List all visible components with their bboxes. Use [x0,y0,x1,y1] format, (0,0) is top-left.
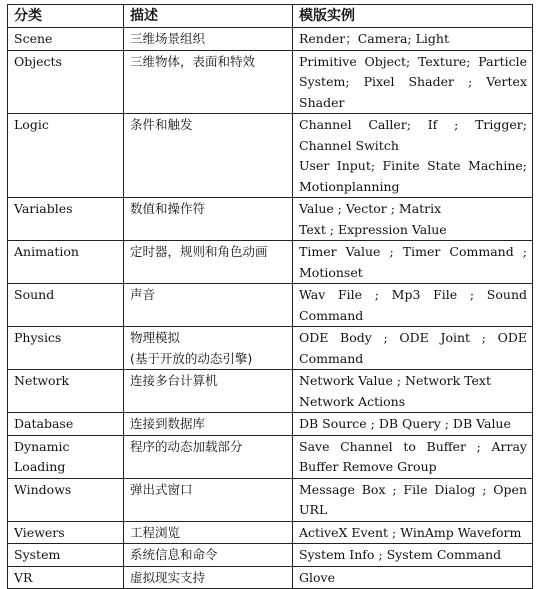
table-row [8,544,533,567]
examples-line: DB Source ; DB Query ; DB Value [299,416,511,431]
examples-cell [293,114,533,198]
examples-line: ActiveX Event ; WinAmp Waveform [299,524,522,540]
description-cell [124,284,293,327]
description-cell [124,370,293,413]
examples-cell [293,566,533,589]
description-cell [124,50,293,114]
table-body [8,28,533,589]
description-line: 三维场景组织 [130,31,206,46]
examples-line: System Info ; System Command [299,547,502,562]
description-cell [124,413,293,436]
examples-cell [293,413,533,436]
table-row [8,284,533,327]
examples-cell [293,50,533,114]
examples-line: Timer Value ; Timer Command ; Motionset [299,244,527,280]
category-cell: Animation [8,241,124,284]
table-row [8,370,533,413]
description-cell [124,241,293,284]
examples-line: Primitive Object; Texture; Particle System; Pixel Shader ; Vertex Shader [299,53,527,110]
examples-line: Value ; Vector ; Matrix [299,201,442,216]
examples-line: Network Actions [299,393,406,409]
header-row [8,5,533,28]
category-cell: VR [8,566,124,589]
examples-line: Channel Caller; If ; Trigger; Channel Switch [299,117,527,153]
description-cell [124,544,293,567]
category-cell: Logic [8,114,124,198]
description-line: (基于开放的动态引擎) [130,350,253,366]
description-cell [124,478,293,521]
description-line: 声音 [130,287,156,302]
examples-cell [293,241,533,284]
examples-line: Save Channel to Buffer ; Array Buffer Remove Group [299,438,527,474]
description-cell [124,521,293,544]
category-cell: Variables [8,198,124,241]
examples-line: Message Box ; File Dialog ; Open URL [299,481,527,517]
category-cell: Database [8,413,124,436]
table-row [8,435,533,478]
examples-line: Wav File ; Mp3 File ; Sound Command [299,287,527,323]
examples-line: Text ; Expression Value [299,221,447,237]
table-row [8,413,533,436]
description-cell [124,435,293,478]
description-line: 条件和触发 [130,117,193,132]
description-line: 连接到数据库 [130,416,206,431]
category-cell: Objects [8,50,124,114]
examples-line: ODE Body ; ODE Joint ; ODE Command [299,330,527,366]
category-cell: System [8,544,124,567]
table-row [8,327,533,370]
table-row [8,28,533,51]
header-category: 分类 [8,5,124,28]
examples-cell [293,198,533,241]
examples-cell [293,370,533,413]
examples-cell [293,284,533,327]
category-cell: Dynamic Loading [8,435,124,478]
examples-cell [293,544,533,567]
examples-cell [293,327,533,370]
examples-cell [293,521,533,544]
examples-line: Render；Camera; Light [299,31,449,46]
description-line: 定时器，规则和角色动画 [130,244,268,259]
description-line: 连接多台计算机 [130,373,218,388]
header-examples: 模版实例 [293,5,533,28]
description-cell [124,198,293,241]
description-cell [124,566,293,589]
description-cell [124,114,293,198]
category-cell: Physics [8,327,124,370]
table-container [7,4,532,589]
description-cell [124,327,293,370]
category-cell: Scene [8,28,124,51]
header-description: 描述 [124,5,293,28]
examples-line: User Input; Finite State Machine; Motionplanning [299,158,527,194]
description-line: 系统信息和命令 [130,547,218,562]
table-row [8,521,533,544]
examples-line: Network Value ; Network Text [299,373,491,388]
description-line: 工程浏览 [130,524,181,540]
table-row [8,50,533,114]
description-line: 弹出式窗口 [130,481,193,497]
table-row [8,198,533,241]
category-cell: Network [8,370,124,413]
category-cell: Windows [8,478,124,521]
module-template-table [7,4,533,589]
description-line: 三维物体，表面和特效 [130,53,256,69]
examples-cell [293,478,533,521]
description-line: 程序的动态加载部分 [130,438,243,454]
category-cell: Viewers [8,521,124,544]
table-row [8,566,533,589]
description-line: 物理模拟 [130,330,181,345]
table-row [8,241,533,284]
examples-line: Glove [299,569,335,585]
category-cell: Sound [8,284,124,327]
description-line: 数值和操作符 [130,201,206,216]
description-line: 虚拟现实支持 [130,569,206,585]
table-row [8,114,533,198]
description-cell [124,28,293,51]
table-row [8,478,533,521]
examples-cell [293,435,533,478]
examples-cell [293,28,533,51]
